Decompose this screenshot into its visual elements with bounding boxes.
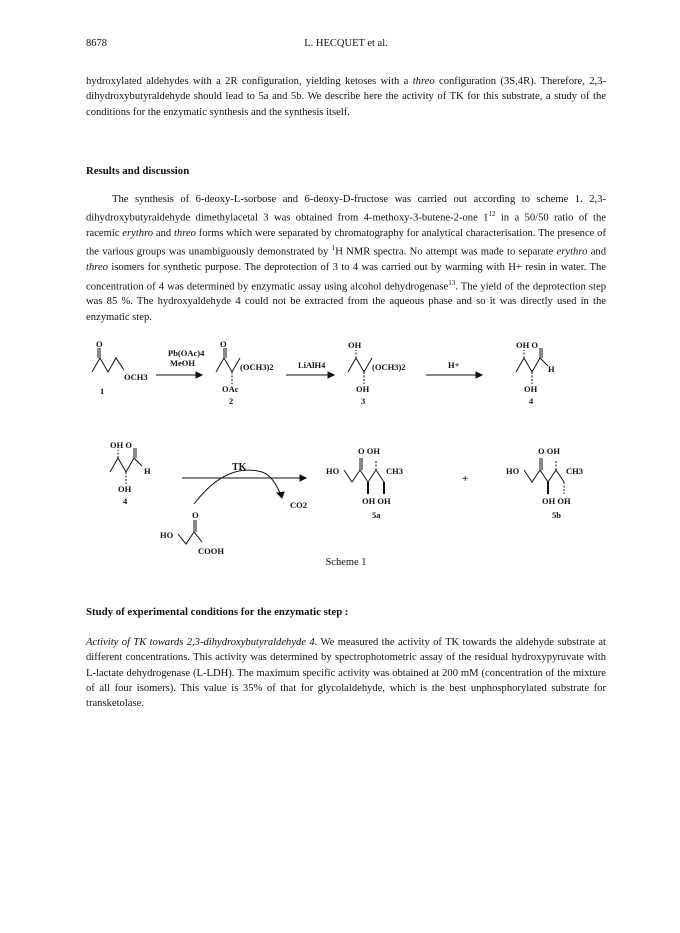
paragraph-lead: Activity of TK towards 2,3-dihydroxybutyraldehyde 4. — [86, 637, 318, 648]
compound-1-och3: OCH3 — [124, 372, 148, 382]
compound-1-bonds — [92, 358, 124, 372]
reagent-h: H+ — [448, 360, 460, 370]
running-title: L. HECQUET et al. — [304, 38, 388, 49]
compound-4-label: 4 — [529, 396, 534, 406]
section-heading-experimental: Study of experimental conditions for the enzymatic step : — [86, 606, 349, 618]
hydroxypyruvate-ho: HO — [160, 530, 174, 540]
compound-5a-o-oh: O OH — [358, 446, 380, 456]
compound-4b-bonds — [110, 458, 142, 472]
compound-5b-o-oh: O OH — [538, 446, 560, 456]
compound-5a-ch3: CH3 — [386, 466, 403, 476]
compound-2-och32: (OCH3)2 — [240, 362, 274, 372]
compound-3-oh-2: OH — [356, 384, 370, 394]
reagent-tk: TK — [232, 462, 247, 473]
reagent-lialh4: LiAlH4 — [298, 360, 326, 370]
hydroxypyruvate-o: O — [192, 510, 199, 520]
compound-5a-bonds — [344, 470, 384, 482]
scheme-caption: Scheme 1 — [325, 557, 367, 568]
compound-3-label: 3 — [361, 396, 366, 406]
compound-4-oh-o: OH O — [516, 340, 538, 350]
compound-4b-oh-o: OH O — [110, 440, 132, 450]
compound-3-oh: OH — [348, 340, 362, 350]
compound-4b-oh: OH — [118, 484, 132, 494]
hydroxypyruvate-cooh: COOH — [198, 546, 224, 556]
plus-sign: + — [462, 473, 469, 485]
compound-2-oac: OAc — [222, 384, 239, 394]
compound-2-label: 2 — [229, 396, 234, 406]
experimental-paragraph: Activity of TK towards 2,3-dihydroxybutyraldehyde 4. We measured the activity of TK towards the aldehyde substrate at different concentrations. This activity was determined by spectrophotometric assay of the residual hydroxypyruvate with L-lactate dehydrogenase (L-LDH). The maximum specific activity was obtained at 200 mM (concentration of the mixture of all four isomers). This value is 35% of that for glycolaldehyde, which is the best unphosphorylated substrate for transketolase. — [86, 637, 606, 710]
byproduct-co2: CO2 — [290, 500, 307, 510]
compound-2-bonds — [216, 358, 240, 372]
reagent-meoh: MeOH — [170, 358, 196, 368]
compound-1-label: 1 — [100, 386, 105, 396]
compound-4-oh: OH — [524, 384, 538, 394]
compound-4b-label: 4 — [123, 496, 128, 506]
compound-5a-oh-oh: OH OH — [362, 496, 391, 506]
compound-3-bonds — [348, 358, 372, 372]
compound-4-bonds — [516, 358, 548, 372]
compound-5b-label: 5b — [552, 510, 561, 520]
section-heading-results: Results and discussion — [86, 165, 190, 177]
compound-5b-ho: HO — [506, 466, 520, 476]
tk-curved-arrow — [194, 470, 282, 504]
compound-5a-label: 5a — [372, 510, 381, 520]
hydroxypyruvate-bonds — [178, 532, 202, 544]
reagent-pboac4: Pb(OAc)4 — [168, 348, 205, 358]
compound-3-och32: (OCH3)2 — [372, 362, 406, 372]
scheme-drawing — [86, 339, 606, 572]
page-number: 8678 — [86, 38, 107, 49]
compound-2-o: O — [220, 339, 227, 349]
compound-1-carbonyl — [98, 348, 100, 358]
results-paragraph: The synthesis of 6-deoxy-L-sorbose and 6-deoxy-D-fructose was carried out according to scheme 1. 2,3-dihydroxybutyraldehyde dimethylacetal 3 was obtained from 4-methoxy-3-butene-2-one $1^{12}$ in a 50/50 ratio of the racemic erythro and threo forms which were separated by chromatography for analytical characterisation. The presence of the various groups was unambiguously demonstrated by $^1$H NMR spectra. No attempt was made to separate erythro and threo isomers for synthetic purpose. The deprotection of 3 to 4 was carried out by warming with H+ resin in water. The concentration of 4 was determined by enzymatic assay using alcohol dehydrogenase$^{13}$. The yield of the deprotection step was 85 %. The hydroxyaldehyde 4 could not be extracted from the aqueous phase and so it was directly used in the enzymatic step. — [86, 194, 606, 323]
reaction-scheme — [86, 339, 606, 572]
compound-1-o: O — [96, 339, 103, 349]
intro-paragraph: hydroxylated aldehydes with a 2R configuration, yielding ketoses with a threo configuration (3S,4R). Therefore, 2,3-dihydroxybutyraldehyde should lead to 5a and 5b. We describe here the activity of TK for this substrate, a study of the conditions for the enzymatic synthesis and the synthesis itself. — [86, 76, 606, 118]
compound-5b-oh-oh: OH OH — [542, 496, 571, 506]
compound-5a-ho: HO — [326, 466, 340, 476]
compound-5b-bonds — [524, 470, 564, 482]
compound-4-h: H — [548, 364, 555, 374]
compound-4b-h: H — [144, 466, 151, 476]
compound-5b-ch3: CH3 — [566, 466, 583, 476]
